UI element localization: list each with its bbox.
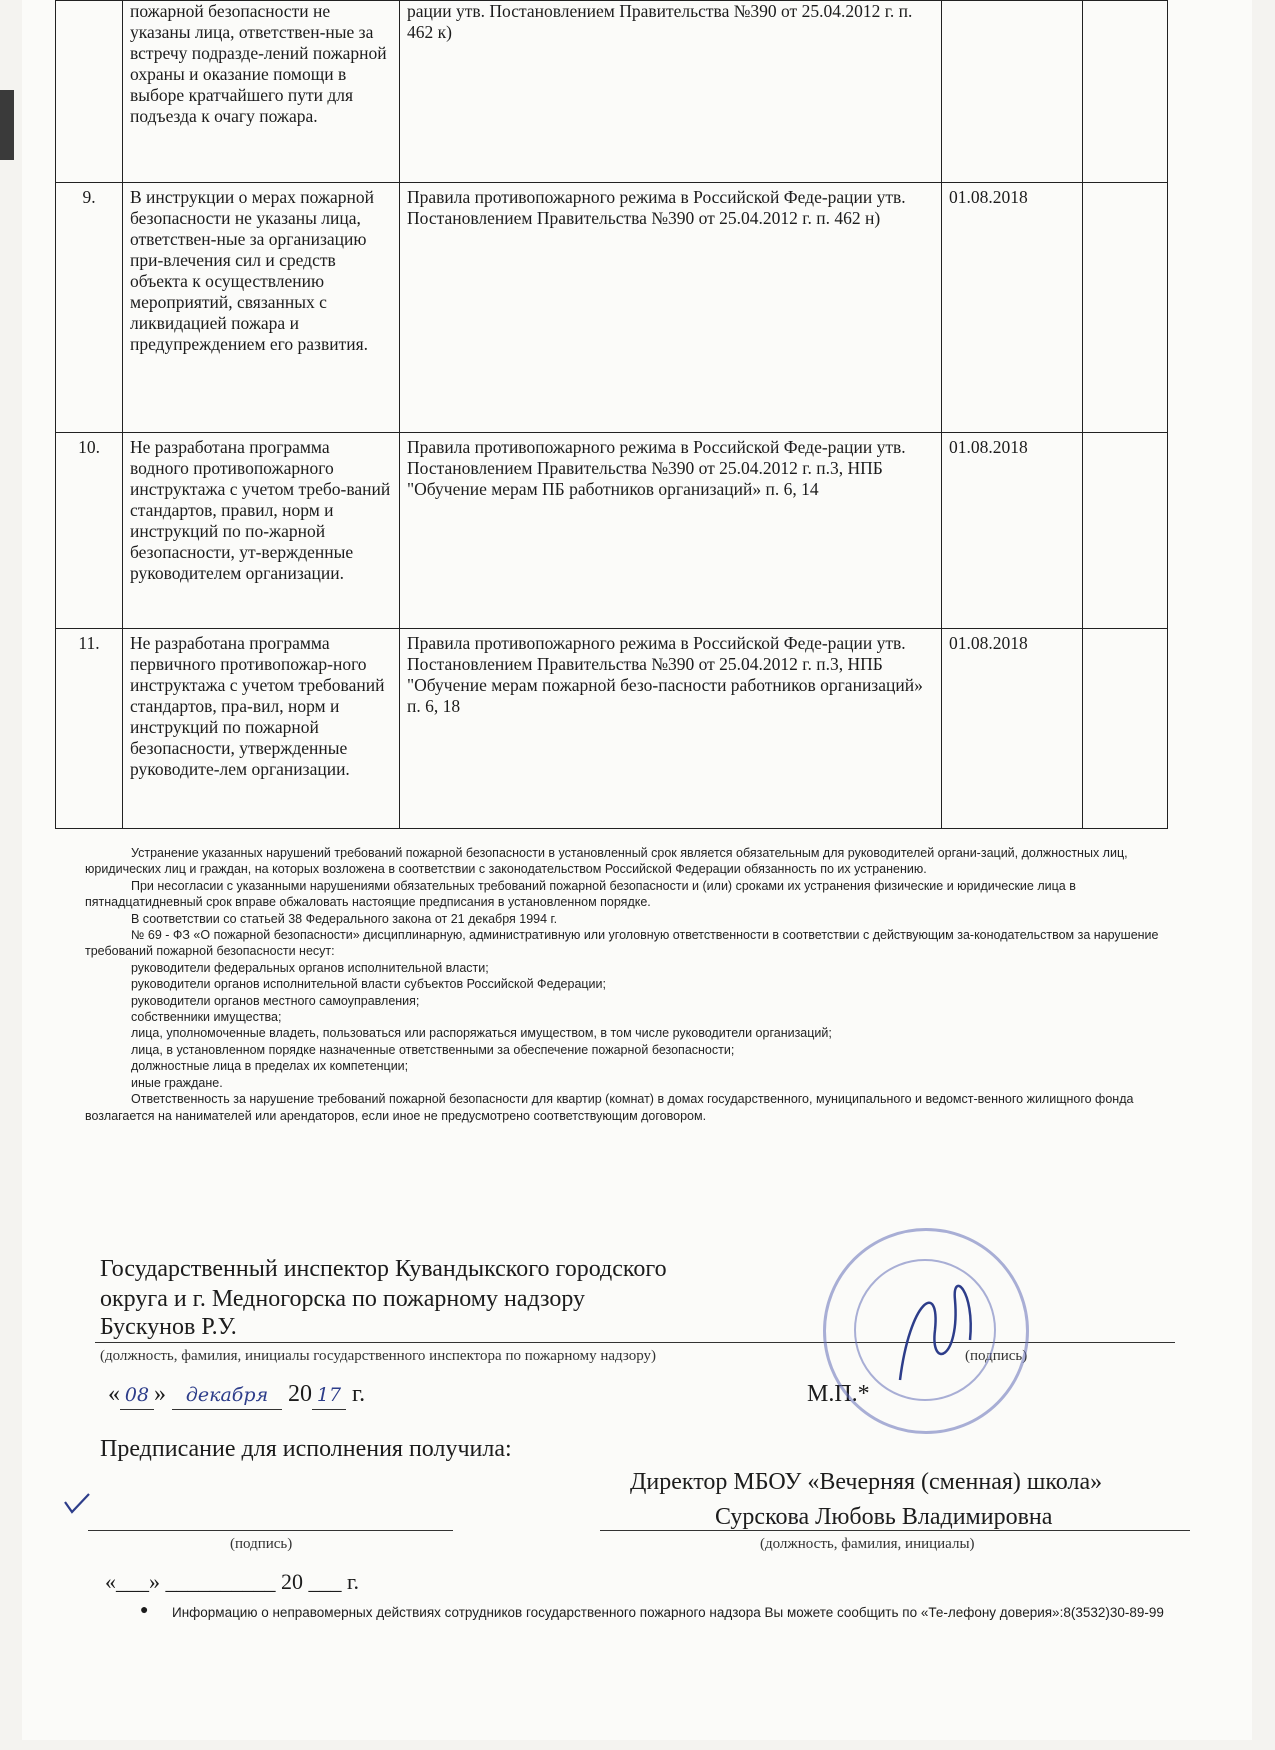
deadline-date: 01.08.2018 [942,183,1083,433]
checkmark-icon [62,1492,92,1514]
date-year-prefix: 20 [288,1381,312,1407]
legal-notes [85,845,1180,1124]
violation-description: пожарной безопасности не указаны лица, ответствен-ные за встречу подразде-лений пожарной охраны и оказание помощи в выборе кратчайшего пути для подъезда к очагу пожара. [123,1,400,183]
receiver-position: Директор МБОУ «Вечерняя (сменная) школа» [630,1469,1103,1495]
completion-mark [1083,183,1168,433]
list-item: иные граждане. [131,1075,223,1090]
signature-caption: (подпись) [965,1348,1028,1364]
violations-table [55,0,1168,829]
deadline-date: 01.08.2018 [942,629,1083,829]
violation-description: В инструкции о мерах пожарной безопасности не указаны лица, ответствен-ные за организацию при-влечения сил и средств объекта к осуществлению мероприятий, связанных с ликвидацией пожара и предупреждением его развития. [123,183,400,433]
note-paragraph: При несогласии с указанными нарушениями обязательных требований пожарной безопасности и (или) сроками их устранения физические и юридические лица в пятнадцатидневный срок вправе обжаловать настоящие предписания в установленном порядке. [85,878,1076,910]
completion-mark [1083,433,1168,629]
date-month: декабря [172,1381,282,1410]
deadline-date [942,1,1083,183]
scan-edge-shadow [0,90,14,160]
receiver-sign-caption: (подпись) [230,1536,293,1552]
list-item: собственники имущества; [131,1010,282,1025]
list-item: лица, уполномоченные владеть, пользоваться или распоряжаться имуществом, в том числе руководители организаций; [131,1026,832,1041]
table-row [56,433,1168,629]
regulation-reference: Правила противопожарного режима в Российской Феде-рации утв. Постановлением Правительства №390 от 25.04.2012 г. п.3, НПБ "Обучение мерам ПБ работников организаций» п. 6, 14 [400,433,942,629]
list-item: руководители органов исполнительной власти субъектов Российской Федерации; [131,977,606,992]
regulation-reference: Правила противопожарного режима в Российской Феде-рации утв. Постановлением Правительства №390 от 25.04.2012 г. п.3, НПБ "Обучение мерам пожарной безо-пасности работников организаций» п. 6, 18 [400,629,942,829]
date-close-quote: » [154,1381,166,1407]
row-number: 11. [56,629,123,829]
table-row [56,629,1168,829]
date-day: 08 [120,1381,154,1410]
seal-placeholder: М.П.* [807,1381,870,1407]
row-number: 9. [56,183,123,433]
list-item: должностные лица в пределах их компетенции; [131,1059,409,1074]
note-paragraph: Ответственность за нарушение требований пожарной безопасности для квартир (комнат) в домах государственного, муниципального и ведомст-венного жилищного фонда возлагается на нанимателей или арендаторов, если иное не предусмотрено соответствующим договором. [85,1092,1134,1123]
deadline-date: 01.08.2018 [942,433,1083,629]
receiver-heading: Предписание для исполнения получила: [100,1436,512,1462]
note-paragraph: Устранение указанных нарушений требований пожарной безопасности в установленный срок является обязательным для руководителей органи-заций, должностных лиц, юридических лиц и граждан, на которых возложена в соответствии с законодательством Российской Федерации обязанность по их устранению. [85,846,1128,877]
table-row [56,183,1168,433]
inspector-line-2: округа и г. Медногорска по пожарному надзору [100,1286,586,1312]
receiver-name: Сурскова Любовь Владимировна [715,1504,1053,1530]
hotline-note: Информацию о неправомерных действиях сотрудников государственного пожарного надзора Вы можете сообщить по «Те-лефону доверия»:8(3532)30-89-99 [172,1605,1164,1620]
completion-mark [1083,1,1168,183]
violation-description: Не разработана программа водного противопожарного инструктажа с учетом требо-ваний стандартов, правил, норм и инструкций по по-жарной безопасности, ут-вержденные руководителем организации. [123,433,400,629]
row-number [56,1,123,183]
regulation-reference: рации утв. Постановлением Правительства №390 от 25.04.2012 г. п. 462 к) [400,1,942,183]
date-year: 17 [312,1381,346,1410]
table-row [56,1,1168,183]
list-item: руководители федеральных органов исполнительной власти; [131,960,489,975]
note-paragraph: В соответствии со статьей 38 Федерального закона от 21 декабря 1994 г. [131,911,558,926]
bullet-icon: ● [140,1603,149,1618]
completion-mark [1083,629,1168,829]
row-number: 10. [56,433,123,629]
receiver-date: «___» __________ 20 ___ г. [105,1569,360,1594]
date-suffix: г. [352,1381,366,1407]
note-paragraph: № 69 - ФЗ «О пожарной безопасности» дисциплинарную, административную или уголовную ответственности в соответствии с действующим за-конодательством за нарушение требований пожарной безопасности несут: [85,928,1159,959]
inspector-caption: (должность, фамилия, инициалы государственного инспектора по пожарному надзору) [100,1348,657,1364]
list-item: лица, в установленном порядке назначенные ответственными за обеспечение пожарной безопасности; [131,1042,735,1057]
inspector-signature [880,1260,990,1400]
date-open-quote: « [108,1381,120,1407]
receiver-name-caption: (должность, фамилия, инициалы) [760,1536,975,1552]
violation-description: Не разработана программа первичного противопожар-ного инструктажа с учетом требований стандартов, пра-вил, норм и инструкций по пожарной безопасности, утвержденные руководите-лем организации. [123,629,400,829]
inspector-date [108,1380,365,1410]
inspector-line-1: Государственный инспектор Кувандыкского городского [100,1256,667,1282]
regulation-reference: Правила противопожарного режима в Российской Феде-рации утв. Постановлением Правительства №390 от 25.04.2012 г. п. 462 н) [400,183,942,433]
inspector-name: Бускунов Р.У. [100,1314,237,1340]
list-item: руководители органов местного самоуправления; [131,993,420,1008]
